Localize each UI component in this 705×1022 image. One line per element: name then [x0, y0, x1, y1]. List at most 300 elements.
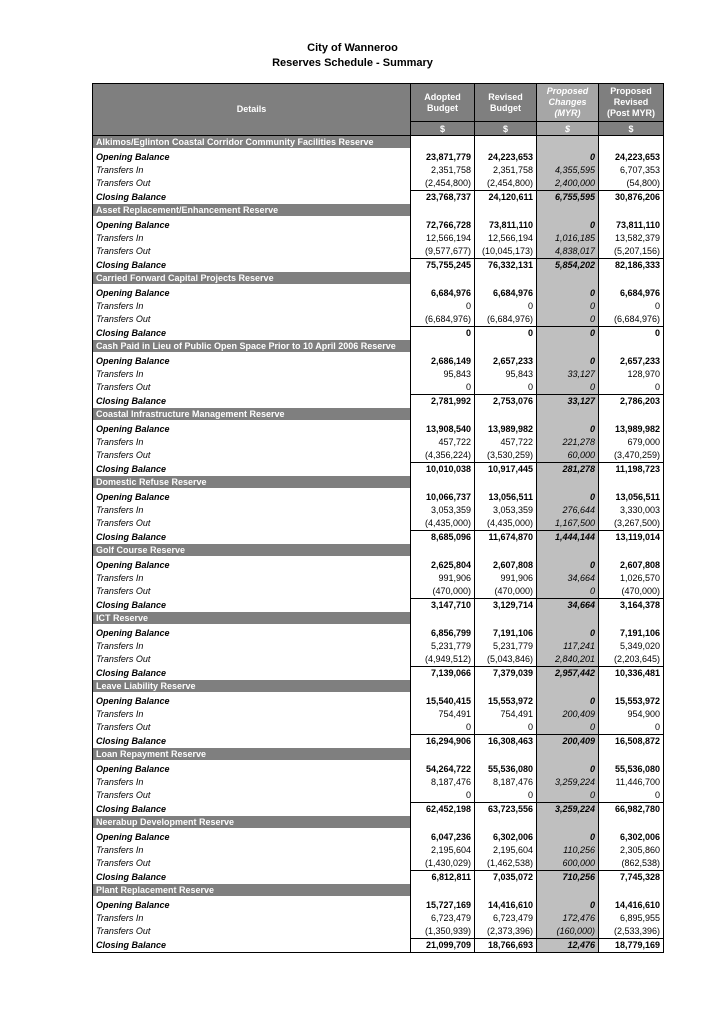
- reserve-header-spacer: [411, 680, 475, 692]
- row-label: Transfers In: [93, 844, 411, 857]
- row-label: Closing Balance: [93, 395, 411, 409]
- proposed-revised-cell: 55,536,080: [599, 760, 664, 776]
- proposed-revised-cell: 0: [599, 721, 664, 735]
- revised-budget-cell: 0: [475, 327, 537, 341]
- proposed-changes-cell: 221,278: [537, 436, 599, 449]
- reserve-header-spacer: [537, 748, 599, 760]
- transfers-out-row: [93, 245, 664, 259]
- closing-balance-row: [93, 599, 664, 613]
- row-label: Opening Balance: [93, 760, 411, 776]
- proposed-revised-cell: 0: [599, 381, 664, 395]
- reserve-header-spacer: [475, 748, 537, 760]
- adopted-budget-cell: 21,099,709: [411, 939, 475, 953]
- adopted-budget-cell: 0: [411, 789, 475, 803]
- adopted-budget-cell: 62,452,198: [411, 803, 475, 817]
- proposed-changes-cell: 0: [537, 420, 599, 436]
- proposed-revised-cell: 66,982,780: [599, 803, 664, 817]
- proposed-revised-cell: 679,000: [599, 436, 664, 449]
- proposed-changes-cell: 4,355,595: [537, 164, 599, 177]
- opening-balance-row: [93, 420, 664, 436]
- proposed-changes-cell: 0: [537, 692, 599, 708]
- proposed-revised-cell: 11,198,723: [599, 463, 664, 477]
- reserve-name: Domestic Refuse Reserve: [93, 476, 411, 488]
- reserve-header-spacer: [475, 680, 537, 692]
- adopted-budget-cell: 15,727,169: [411, 896, 475, 912]
- adopted-budget-cell: 10,010,038: [411, 463, 475, 477]
- row-label: Transfers In: [93, 504, 411, 517]
- row-label: Transfers In: [93, 164, 411, 177]
- adopted-budget-cell: 0: [411, 381, 475, 395]
- adopted-budget-cell: (1,430,029): [411, 857, 475, 871]
- adopted-budget-cell: (4,949,512): [411, 653, 475, 667]
- proposed-changes-cell: 276,644: [537, 504, 599, 517]
- proposed-changes-cell: 1,167,500: [537, 517, 599, 531]
- reserve-header-spacer: [411, 204, 475, 216]
- reserve-header-spacer: [537, 612, 599, 624]
- transfers-out-row: [93, 585, 664, 599]
- revised-budget-cell: 8,187,476: [475, 776, 537, 789]
- revised-budget-cell: 6,723,479: [475, 912, 537, 925]
- adopted-budget-cell: 2,781,992: [411, 395, 475, 409]
- proposed-changes-cell: 0: [537, 828, 599, 844]
- proposed-changes-cell: 3,259,224: [537, 776, 599, 789]
- row-label: Opening Balance: [93, 216, 411, 232]
- revised-budget-cell: 2,607,808: [475, 556, 537, 572]
- revised-budget-cell: 2,657,233: [475, 352, 537, 368]
- row-label: Transfers In: [93, 300, 411, 313]
- reserve-header-row: [93, 884, 664, 896]
- proposed-revised-cell: 6,684,976: [599, 284, 664, 300]
- adopted-budget-cell: 12,566,194: [411, 232, 475, 245]
- revised-budget-cell: 55,536,080: [475, 760, 537, 776]
- revised-budget-cell: 7,379,039: [475, 667, 537, 681]
- adopted-budget-cell: 2,625,804: [411, 556, 475, 572]
- adopted-budget-cell: 8,685,096: [411, 531, 475, 545]
- proposed-changes-cell: 12,476: [537, 939, 599, 953]
- reserve-header-row: [93, 476, 664, 488]
- revised-budget-cell: 11,674,870: [475, 531, 537, 545]
- revised-budget-cell: (470,000): [475, 585, 537, 599]
- proposed-revised-cell: (3,267,500): [599, 517, 664, 531]
- reserve-header-row: [93, 136, 664, 149]
- revised-budget-cell: 7,191,106: [475, 624, 537, 640]
- closing-balance-row: [93, 463, 664, 477]
- proposed-revised-cell: 3,164,378: [599, 599, 664, 613]
- adopted-budget-cell: 54,264,722: [411, 760, 475, 776]
- adopted-budget-cell: (4,356,224): [411, 449, 475, 463]
- proposed-revised-cell: 24,223,653: [599, 148, 664, 164]
- revised-budget-cell: 3,129,714: [475, 599, 537, 613]
- reserve-header-row: [93, 612, 664, 624]
- proposed-revised-cell: 11,446,700: [599, 776, 664, 789]
- revised-budget-cell: 457,722: [475, 436, 537, 449]
- adopted-budget-cell: 2,195,604: [411, 844, 475, 857]
- reserve-header-spacer: [475, 476, 537, 488]
- opening-balance-row: [93, 556, 664, 572]
- proposed-revised-cell: (470,000): [599, 585, 664, 599]
- proposed-changes-cell: (160,000): [537, 925, 599, 939]
- revised-budget-cell: 95,843: [475, 368, 537, 381]
- transfers-out-row: [93, 449, 664, 463]
- proposed-changes-cell: 0: [537, 300, 599, 313]
- proposed-revised-cell: 73,811,110: [599, 216, 664, 232]
- adopted-budget-cell: 95,843: [411, 368, 475, 381]
- row-label: Closing Balance: [93, 803, 411, 817]
- reserve-header-spacer: [599, 748, 664, 760]
- reserve-header-spacer: [537, 136, 599, 149]
- revised-budget-cell: (6,684,976): [475, 313, 537, 327]
- transfers-in-row: [93, 300, 664, 313]
- reserve-header-spacer: [411, 612, 475, 624]
- adopted-budget-cell: (4,435,000): [411, 517, 475, 531]
- proposed-revised-cell: 2,657,233: [599, 352, 664, 368]
- row-label: Transfers In: [93, 572, 411, 585]
- reserve-header-spacer: [537, 816, 599, 828]
- revised-budget-cell: 24,223,653: [475, 148, 537, 164]
- proposed-changes-cell: 200,409: [537, 708, 599, 721]
- proposed-revised-cell: 13,582,379: [599, 232, 664, 245]
- proposed-changes-cell: 600,000: [537, 857, 599, 871]
- closing-balance-row: [93, 735, 664, 749]
- revised-budget-cell: 991,906: [475, 572, 537, 585]
- adopted-budget-cell: (6,684,976): [411, 313, 475, 327]
- adopted-budget-cell: 6,684,976: [411, 284, 475, 300]
- row-label: Opening Balance: [93, 896, 411, 912]
- adopted-budget-cell: 15,540,415: [411, 692, 475, 708]
- reserve-name: Cash Paid in Lieu of Public Open Space Prior to 10 April 2006 Reserve: [93, 340, 411, 352]
- transfers-in-row: [93, 368, 664, 381]
- row-label: Closing Balance: [93, 191, 411, 205]
- revised-budget-cell: (3,530,259): [475, 449, 537, 463]
- row-label: Closing Balance: [93, 871, 411, 885]
- adopted-budget-cell: (1,350,939): [411, 925, 475, 939]
- adopted-budget-cell: 23,768,737: [411, 191, 475, 205]
- reserve-header-spacer: [411, 884, 475, 896]
- reserve-header-spacer: [537, 884, 599, 896]
- row-label: Transfers Out: [93, 789, 411, 803]
- row-label: Transfers In: [93, 776, 411, 789]
- proposed-changes-header: Proposed Changes (MYR): [537, 84, 599, 122]
- proposed-changes-cell: 0: [537, 556, 599, 572]
- row-label: Transfers Out: [93, 177, 411, 191]
- closing-balance-row: [93, 871, 664, 885]
- reserve-header-spacer: [411, 748, 475, 760]
- revised-budget-cell: (10,045,173): [475, 245, 537, 259]
- proposed-changes-cell: 281,278: [537, 463, 599, 477]
- opening-balance-row: [93, 148, 664, 164]
- reserve-header-spacer: [475, 272, 537, 284]
- proposed-changes-cell: 110,256: [537, 844, 599, 857]
- adopted-budget-cell: (9,577,677): [411, 245, 475, 259]
- row-label: Transfers In: [93, 368, 411, 381]
- row-label: Opening Balance: [93, 284, 411, 300]
- proposed-revised-cell: 1,026,570: [599, 572, 664, 585]
- proposed-changes-cell: 1,444,144: [537, 531, 599, 545]
- row-label: Opening Balance: [93, 488, 411, 504]
- reserve-header-spacer: [411, 816, 475, 828]
- proposed-revised-cell: 13,056,511: [599, 488, 664, 504]
- transfers-out-row: [93, 177, 664, 191]
- row-label: Transfers Out: [93, 313, 411, 327]
- proposed-changes-cell: 33,127: [537, 368, 599, 381]
- adopted-budget-cell: 6,723,479: [411, 912, 475, 925]
- adopted-budget-cell: 7,139,066: [411, 667, 475, 681]
- transfers-in-row: [93, 164, 664, 177]
- transfers-in-row: [93, 504, 664, 517]
- revised-budget-cell: 7,035,072: [475, 871, 537, 885]
- reserve-header-spacer: [537, 476, 599, 488]
- row-label: Opening Balance: [93, 828, 411, 844]
- reserve-header-spacer: [537, 680, 599, 692]
- proposed-changes-cell: 34,664: [537, 599, 599, 613]
- revised-budget-cell: 16,308,463: [475, 735, 537, 749]
- row-label: Closing Balance: [93, 463, 411, 477]
- transfers-out-row: [93, 381, 664, 395]
- reserve-header-row: [93, 204, 664, 216]
- revised-budget-cell: 2,195,604: [475, 844, 537, 857]
- row-label: Transfers In: [93, 640, 411, 653]
- reserve-header-spacer: [411, 340, 475, 352]
- closing-balance-row: [93, 191, 664, 205]
- adopted-budget-cell: 5,231,779: [411, 640, 475, 653]
- revised-budget-cell: 10,917,445: [475, 463, 537, 477]
- proposed-revised-cell: (862,538): [599, 857, 664, 871]
- reserve-header-row: [93, 544, 664, 556]
- reserve-header-spacer: [537, 272, 599, 284]
- transfers-in-row: [93, 640, 664, 653]
- row-label: Transfers Out: [93, 585, 411, 599]
- reserve-header-row: [93, 680, 664, 692]
- row-label: Transfers In: [93, 232, 411, 245]
- reserve-header-spacer: [475, 408, 537, 420]
- adopted-budget-cell: 3,053,359: [411, 504, 475, 517]
- row-label: Transfers Out: [93, 517, 411, 531]
- adopted-budget-cell: 8,187,476: [411, 776, 475, 789]
- adopted-budget-cell: 23,871,779: [411, 148, 475, 164]
- header-row: [93, 84, 664, 122]
- reserve-header-spacer: [599, 340, 664, 352]
- reserve-header-spacer: [599, 272, 664, 284]
- proposed-revised-cell: 2,305,860: [599, 844, 664, 857]
- transfers-in-row: [93, 232, 664, 245]
- proposed-revised-cell: (2,203,645): [599, 653, 664, 667]
- proposed-changes-cell: 0: [537, 148, 599, 164]
- proposed-changes-cell: 33,127: [537, 395, 599, 409]
- transfers-out-row: [93, 313, 664, 327]
- reserve-header-spacer: [475, 544, 537, 556]
- page-subtitle: Reserves Schedule - Summary: [272, 57, 433, 69]
- proposed-changes-cell: 34,664: [537, 572, 599, 585]
- revised-budget-cell: (4,435,000): [475, 517, 537, 531]
- reserve-name: Neerabup Development Reserve: [93, 816, 411, 828]
- adopted-budget-cell: (2,454,800): [411, 177, 475, 191]
- proposed-changes-cell: 2,840,201: [537, 653, 599, 667]
- row-label: Transfers In: [93, 436, 411, 449]
- revised-budget-cell: 0: [475, 300, 537, 313]
- row-label: Transfers Out: [93, 653, 411, 667]
- revised-budget-cell: 0: [475, 381, 537, 395]
- proposed-revised-cell: 0: [599, 789, 664, 803]
- closing-balance-row: [93, 531, 664, 545]
- proposed-revised-cell: 13,989,982: [599, 420, 664, 436]
- row-label: Transfers Out: [93, 245, 411, 259]
- proposed-changes-cell: 5,854,202: [537, 259, 599, 273]
- revised-budget-cell: 76,332,131: [475, 259, 537, 273]
- proposed-revised-cell: 10,336,481: [599, 667, 664, 681]
- reserve-name: Loan Repayment Reserve: [93, 748, 411, 760]
- adopted-budget-cell: 2,351,758: [411, 164, 475, 177]
- row-label: Closing Balance: [93, 531, 411, 545]
- adopted-budget-cell: 457,722: [411, 436, 475, 449]
- revised-budget-cell: 6,684,976: [475, 284, 537, 300]
- transfers-out-row: [93, 925, 664, 939]
- reserve-name: Asset Replacement/Enhancement Reserve: [93, 204, 411, 216]
- proposed-changes-cell: 0: [537, 381, 599, 395]
- adopted-budget-cell: 0: [411, 300, 475, 313]
- proposed-changes-cell: 0: [537, 313, 599, 327]
- opening-balance-row: [93, 760, 664, 776]
- opening-balance-row: [93, 216, 664, 232]
- reserve-header-spacer: [475, 340, 537, 352]
- reserve-name: Carried Forward Capital Projects Reserve: [93, 272, 411, 284]
- proposed-revised-cell: 954,900: [599, 708, 664, 721]
- proposed-revised-cell: 6,302,006: [599, 828, 664, 844]
- proposed-changes-cell: 0: [537, 624, 599, 640]
- row-label: Closing Balance: [93, 667, 411, 681]
- reserve-header-spacer: [537, 204, 599, 216]
- proposed-changes-cell: 0: [537, 216, 599, 232]
- proposed-changes-cell: 0: [537, 488, 599, 504]
- row-label: Opening Balance: [93, 692, 411, 708]
- reserve-header-spacer: [599, 544, 664, 556]
- proposed-revised-cell: 30,876,206: [599, 191, 664, 205]
- row-label: Closing Balance: [93, 327, 411, 341]
- proposed-revised-cell: (6,684,976): [599, 313, 664, 327]
- revised-budget-cell: 14,416,610: [475, 896, 537, 912]
- page-title: City of Wanneroo: [307, 42, 398, 54]
- revised-budget-cell: 3,053,359: [475, 504, 537, 517]
- proposed-changes-cell: 60,000: [537, 449, 599, 463]
- row-label: Opening Balance: [93, 420, 411, 436]
- proposed-revised-cell: 15,553,972: [599, 692, 664, 708]
- reserve-header-spacer: [599, 408, 664, 420]
- reserve-header-spacer: [599, 204, 664, 216]
- reserve-header-row: [93, 748, 664, 760]
- reserve-header-spacer: [537, 340, 599, 352]
- reserve-header-spacer: [475, 136, 537, 149]
- reserves-table: [92, 83, 664, 953]
- adopted-budget-cell: 16,294,906: [411, 735, 475, 749]
- proposed-revised-cell: 6,895,955: [599, 912, 664, 925]
- reserve-name: Plant Replacement Reserve: [93, 884, 411, 896]
- adopted-budget-cell: 754,491: [411, 708, 475, 721]
- row-label: Transfers Out: [93, 449, 411, 463]
- proposed-changes-cell: 0: [537, 896, 599, 912]
- reserve-header-spacer: [475, 204, 537, 216]
- proposed-revised-cell: 7,745,328: [599, 871, 664, 885]
- proposed-changes-cell: 2,957,442: [537, 667, 599, 681]
- proposed-changes-cell: 0: [537, 352, 599, 368]
- reserve-name: Alkimos/Eglinton Coastal Corridor Community Facilities Reserve: [93, 136, 411, 149]
- proposed-revised-cell: 13,119,014: [599, 531, 664, 545]
- revised-budget-cell: 5,231,779: [475, 640, 537, 653]
- reserve-header-spacer: [475, 816, 537, 828]
- proposed-changes-cell: 3,259,224: [537, 803, 599, 817]
- proposed-revised-cell: 2,786,203: [599, 395, 664, 409]
- proposed-changes-cell: 6,755,595: [537, 191, 599, 205]
- adopted-budget-cell: 72,766,728: [411, 216, 475, 232]
- opening-balance-row: [93, 488, 664, 504]
- row-label: Transfers In: [93, 708, 411, 721]
- proposed-revised-cell: (2,533,396): [599, 925, 664, 939]
- row-label: Transfers Out: [93, 381, 411, 395]
- transfers-in-row: [93, 436, 664, 449]
- proposed-changes-cell: 0: [537, 284, 599, 300]
- transfers-out-row: [93, 857, 664, 871]
- revised-budget-cell: (1,462,538): [475, 857, 537, 871]
- row-label: Closing Balance: [93, 735, 411, 749]
- transfers-in-row: [93, 776, 664, 789]
- opening-balance-row: [93, 284, 664, 300]
- proposed-revised-cell: 3,330,003: [599, 504, 664, 517]
- reserve-header-spacer: [599, 612, 664, 624]
- reserve-name: Coastal Infrastructure Management Reserve: [93, 408, 411, 420]
- row-label: Closing Balance: [93, 599, 411, 613]
- row-label: Opening Balance: [93, 148, 411, 164]
- currency-label: $: [599, 122, 664, 136]
- proposed-revised-cell: 0: [599, 327, 664, 341]
- reserve-body: [93, 136, 664, 953]
- opening-balance-row: [93, 692, 664, 708]
- proposed-changes-cell: 117,241: [537, 640, 599, 653]
- adopted-budget-cell: 6,856,799: [411, 624, 475, 640]
- reserve-header-spacer: [411, 408, 475, 420]
- row-label: Closing Balance: [93, 259, 411, 273]
- transfers-out-row: [93, 653, 664, 667]
- reserve-name: Golf Course Reserve: [93, 544, 411, 556]
- revised-budget-cell: 24,120,611: [475, 191, 537, 205]
- revised-budget-cell: 6,302,006: [475, 828, 537, 844]
- proposed-revised-cell: 18,779,169: [599, 939, 664, 953]
- row-label: Closing Balance: [93, 939, 411, 953]
- adopted-budget-cell: 13,908,540: [411, 420, 475, 436]
- adopted-budget-cell: 75,755,245: [411, 259, 475, 273]
- transfers-out-row: [93, 517, 664, 531]
- adopted-budget-cell: 3,147,710: [411, 599, 475, 613]
- revised-budget-cell: 63,723,556: [475, 803, 537, 817]
- transfers-in-row: [93, 844, 664, 857]
- row-label: Transfers Out: [93, 721, 411, 735]
- proposed-changes-cell: 1,016,185: [537, 232, 599, 245]
- opening-balance-row: [93, 624, 664, 640]
- adopted-budget-cell: 0: [411, 721, 475, 735]
- proposed-changes-cell: 2,400,000: [537, 177, 599, 191]
- opening-balance-row: [93, 352, 664, 368]
- adopted-budget-cell: 10,066,737: [411, 488, 475, 504]
- proposed-changes-cell: 4,838,017: [537, 245, 599, 259]
- transfers-out-row: [93, 721, 664, 735]
- row-label: Opening Balance: [93, 556, 411, 572]
- revised-budget-cell: 2,351,758: [475, 164, 537, 177]
- reserve-header-spacer: [411, 272, 475, 284]
- proposed-revised-cell: 16,508,872: [599, 735, 664, 749]
- proposed-changes-cell: 0: [537, 760, 599, 776]
- reserve-header-spacer: [411, 136, 475, 149]
- proposed-revised-cell: 128,970: [599, 368, 664, 381]
- proposed-revised-header: Proposed Revised (Post MYR): [599, 84, 664, 122]
- revised-budget-cell: 754,491: [475, 708, 537, 721]
- adopted-budget-cell: 0: [411, 327, 475, 341]
